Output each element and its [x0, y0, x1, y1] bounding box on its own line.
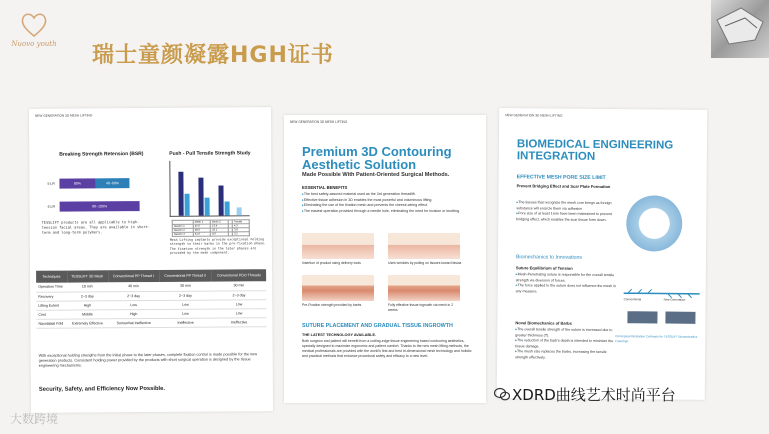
page2-subtitle: Made Possible With Patient-Oriented Surgical Methods.	[302, 172, 450, 178]
suture-list	[516, 272, 620, 295]
table-header-row: Techniques TESSLIFT 3D Mesh Conventional PP Thread I Conventional PP Thread II Conventional PDO Threads	[36, 269, 266, 283]
page3-title: BIOMEDICAL ENGINEERING INTEGRATION	[516, 138, 674, 163]
document-page-3	[497, 108, 708, 400]
table-row: Lifting Extent High Low Low Low	[36, 299, 266, 310]
skin-diagram	[302, 275, 374, 301]
document-page-1	[29, 107, 273, 413]
page2-title: Premium 3D Contouring Aesthetic Solution	[302, 144, 452, 172]
pull-note: Mesh Lifting implants provide exceptional holding strength to their barbs in the pre-fixation phase. The fixation strength in the later phases are provided by the mesh component.	[169, 237, 266, 256]
chart-bar	[225, 201, 230, 215]
skin-diagram	[388, 233, 460, 259]
pore-subheading: Prevent Bridging Effect and Scar Plate Formation	[516, 183, 611, 190]
brand-name: Nuovo youth	[11, 40, 57, 48]
suture-heading: SUTURE PLACEMENT AND GRADUAL TISSUE INGROWTH	[302, 323, 453, 329]
barbs-list	[515, 327, 619, 361]
page-title: 瑞士童颜凝露HGH证书	[92, 43, 334, 68]
bsr-chart-title: Breaking Strength Retension (BSR)	[59, 151, 144, 158]
pull-table	[172, 219, 250, 237]
diagram-caption: Conceptual Illustration Contrasts for TESSLIFT Biomechanics Flowchart	[615, 334, 698, 343]
table-row: Cost Middle High Low Low	[36, 308, 266, 319]
table-row: Operation Time 10 min 40 min 30 min 30 min	[36, 281, 266, 292]
list-item: ▸ Mesh-Penetrating suture is responsible for the overall tensile strength via diversion of forces.	[516, 272, 620, 284]
figure-caption: Insertion of product using delivery tools	[302, 261, 361, 265]
chart-bar	[198, 178, 203, 216]
list-item: ▸ The best safety-assured material used as the 3rd generation threadlift.	[302, 192, 474, 198]
diagram-label: Conventional	[623, 297, 642, 302]
list-item: ▸ The overall tensile strength of the suture is increased due to greater thickness (T).	[515, 327, 619, 339]
page-header-label: NEW GENERATION 3D MESH LIFTING	[290, 120, 348, 124]
table-row: Newton 2 38.0 10.1 3.8	[172, 228, 249, 233]
suture-eq-heading: Suture Equilibrium of Tension	[515, 265, 573, 271]
table-row: Nasolabial Fold Extremely Effective Somewhat Ineffective Ineffective Ineffective	[36, 317, 266, 328]
list-item: ▸ The force applied to the suture does not influence the mesh in any measure.	[516, 283, 620, 295]
skin-diagram	[388, 275, 460, 301]
watermark-text: XDRD曲线艺术时尚平台	[512, 386, 676, 404]
benefits-list	[302, 192, 474, 214]
bsr-row: 5 LR 80% 40~60%	[47, 178, 129, 189]
skin-diagram	[302, 233, 374, 259]
bsr-note: TESSLIFT products are all applicable to high-tension facial areas. They are available in short-term and long-term polymers.	[41, 220, 150, 235]
page2-body: Both surgeon and patient will benefit from a cutting-edge tissue engineering based contouring aesthetics, specially designed to maximize ergonomic and patient comfort. Thanks to the new mesh lifting methods, the medical professionals are provided with the world's first and best tri-dimensional mesh technology and holistic and practical methods that enhance procedural safety and efficacy to a new level.	[302, 339, 472, 358]
figure-caption: Pre-Fixation strength provided by barbs	[302, 303, 362, 307]
page-header-label: NEW GENERATION 3D MESH LIFTING	[34, 113, 93, 118]
table-row: Newton 3 31.0 8.0 3.2	[172, 232, 249, 237]
mesh-pore-diagram	[626, 195, 682, 251]
list-item: ▸ The tissues that recognize the mesh core brings as foreign substance will encircle them via adhesion	[516, 200, 620, 212]
benefits-heading: ESSENTIAL BENEFITS	[302, 185, 348, 190]
brand-logo	[8, 10, 60, 56]
list-item: ▸ The reduction of the barb's depth is intended to minimize the tissue damage.	[515, 338, 619, 350]
chart-bar	[205, 198, 210, 216]
corner-photo	[711, 0, 769, 58]
pull-chart	[169, 160, 249, 217]
barb-diagram	[621, 279, 701, 330]
list-item: ▸ The mesh size replaces the barbs, increasing the tensile strength effectively.	[515, 349, 619, 361]
safety-heading: Security, Safety, and Efficiency Now Possible.	[38, 385, 165, 393]
pore-list	[516, 200, 620, 223]
chart-bar	[178, 172, 183, 216]
barbs-heading: Novel Biomechanics of Barbs	[515, 320, 572, 326]
bottom-left-watermark: 大数跨境	[10, 412, 59, 426]
figure-caption: Fully effective tissue ingrowth via mesh in 2 weeks	[388, 303, 454, 312]
biomech-heading: Biomechanics to Innovations	[515, 254, 583, 261]
heart-icon	[20, 12, 48, 38]
document-page-2	[284, 115, 486, 403]
pore-heading: EFFECTIVE MESH PORE SIZE LIMIT	[516, 174, 606, 182]
list-item: ▸ The easiest operation provided through a needle hole, eliminating the need for incision or knotting.	[302, 209, 474, 215]
table-row: Newton 1 45.0 13.4 4.3	[172, 224, 249, 229]
page-footer-text: With exceptional holding strengths from the initial phase to the later phases, complete fixation control is made possible for the new generation products. Consistent holding power provided by the products with short surgical operation is designed by the tissue engineering mechanisms.	[38, 352, 258, 368]
latest-heading: THE LATEST TECHNOLOGY AVAILABLE.	[302, 333, 377, 337]
comparison-table	[36, 269, 266, 328]
chart-bar	[237, 207, 242, 215]
diagram-label: New Generation	[663, 297, 686, 302]
bsr-row: 6 LR 90~100%	[48, 201, 140, 212]
pull-chart-title: Push - Pull Tensile Strength Study	[169, 150, 251, 157]
list-item: ▸ Pore size of at least 1mm have been maintained to prevent bridging effect, which enables the scar tissue form down.	[516, 211, 620, 223]
figure-caption: Uses wrinkles by pulling on tissues toward fascia	[388, 261, 462, 265]
chart-bar	[185, 194, 190, 216]
table-row: Mesh 1 Mesh 2 Tensile	[172, 220, 249, 225]
list-item: ▸ Effective tissue adhesion in 3D enables the most powerful and voluminous lifting.	[302, 198, 474, 204]
list-item: ▸ Eliminating the use of the fixation mesh and prevents the cheese-wiring effect.	[302, 203, 474, 209]
chat-icon	[494, 387, 510, 401]
page-header-label: NEW GENERATION 3D MESH LIFTING	[505, 113, 563, 118]
chart-bar	[218, 185, 223, 215]
table-row: Recovery 2~3 day 2~3 day 2~3 day 2~3 day	[36, 290, 266, 301]
